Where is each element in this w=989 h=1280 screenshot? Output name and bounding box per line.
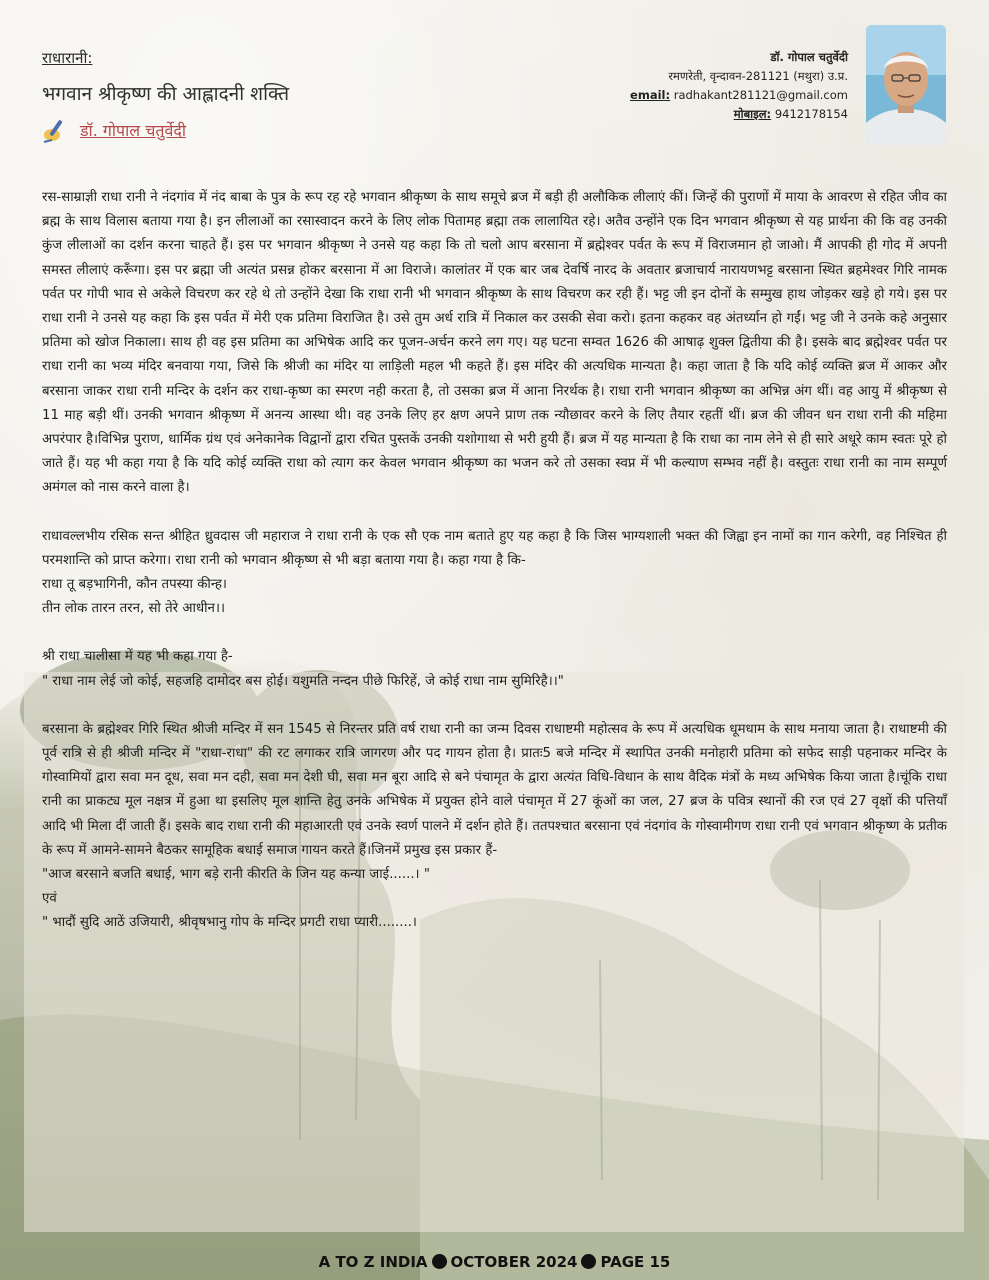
conjunction: एवं bbox=[42, 891, 57, 907]
bullet-dot-icon bbox=[432, 1254, 447, 1269]
paragraph-radhashtami: बरसाना के ब्रह्मेश्वर गिरि स्थित श्रीजी मन्दिर में सन 1545 से निरन्तर प्रति वर्ष राधा रानी का जन्म दिवस राधाष्टमी महोत्सव के रूप में अत्यधिक धूमधाम के साथ मनाया जाता है। राधाष्टमी की पूर्व रात्रि से ही श्रीजी मन्दिर में "राधा-राधा" की रट लगाकर रात्रि जागरण और पद गायन होता है। प्रातः5 बजे मन्दिर में स्थापित उनकी मनोहारी प्रतिमा को सफेद साड़ी पहनाकर मन्दिर के गोस्वामियों द्वारा सवा मन दूध, सवा मन दही, सवा मन देशी घी, सवा मन बूरा आदि से बने पंचामृत के द्वारा अत्यंत विधि-विधान के साथ वैदिक मंत्रों के मध्य अभिषेक किया जाता है।चूंकि राधा रानी का प्राकट्य मूल नक्षत्र में हुआ था इसलिए मूल शान्ति हेतु उनके अभिषेक में प्रयुक्त होने वाले पंचामृत में 27 कूंओं का जल, 27 ब्रज के पवित्र स्थानों की रज एवं 27 वृक्षों की पत्तियाँ आदि भी मिला दीं जाती हैं। इसके बाद राधा रानी की महाआरती एवं उनके स्वर्ण पालने में दर्शन होते हैं। ततपश्चात बरसाना एवं नंदगांव के गोस्वामीगण राधा रानी एवं भगवान श्रीकृष्ण के प्रतीक के रूप में आमने-सामने बैठकर सामूहिक बधाई समाज गायन करते हैं।जिनमें प्रमुख इस प्रकार हैं- bbox=[42, 721, 947, 858]
bullet-dot-icon bbox=[581, 1254, 596, 1269]
paragraph-names: राधावल्लभीय रसिक सन्त श्रीहित ध्रुवदास जी महाराज ने राधा रानी के एक सौ एक नाम बताते हुए यह कहा है कि जिस भाग्यशाली भक्त की जिह्वा इन नामों का गान करेगी, वह निश्चित ही परमशान्ति को प्राप्त करेगा। राधा रानी को भगवान श्रीकृष्ण से भी बड़ा बताया गया है। कहा गया है कि- bbox=[42, 528, 947, 568]
quote-badhai: "आज बरसाने बजति बधाई, भाग बड़े रानी कीरति के जिन यह कन्या जाई......। " bbox=[42, 867, 430, 883]
issue-date: OCTOBER 2024 bbox=[450, 1253, 578, 1271]
contact-email-row bbox=[630, 86, 848, 105]
section-label: राधारानी: bbox=[42, 49, 93, 67]
mobile-label: मोबाइल: bbox=[733, 107, 772, 121]
quote-chalisa: " राधा नाम लेई जो कोई, सहजहि दामोदर बस होई। यशुमति नन्दन पीछे फिरिहें, जे कोई राधा नाम सुमिरिहै।।" bbox=[42, 673, 564, 689]
contact-mobile: 9412178154 bbox=[774, 107, 848, 121]
contact-address: रमणरेती, वृन्दावन-281121 (मथुरा) उ.प्र. bbox=[668, 69, 848, 83]
page-number: PAGE 15 bbox=[600, 1253, 671, 1271]
author-byline bbox=[42, 116, 289, 144]
page-footer bbox=[0, 1253, 989, 1271]
contact-name: डॉ. गोपाल चतुर्वेदी bbox=[770, 50, 848, 64]
article-title: भगवान श्रीकृष्ण की आह्लादनी शक्ति bbox=[42, 83, 290, 105]
article-body bbox=[42, 186, 947, 936]
contact-email[interactable]: radhakant281121@gmail.com bbox=[673, 88, 848, 102]
contact-mobile-row bbox=[630, 105, 848, 124]
verse-line: तीन लोक तारन तरन, सो तेरे आधीन।। bbox=[42, 601, 226, 617]
author-name-link[interactable]: डॉ. गोपाल चतुर्वेदी bbox=[80, 121, 187, 140]
author-photo bbox=[866, 25, 946, 145]
article-header bbox=[42, 48, 289, 144]
paragraph-origin-story: रस-साम्राज्ञी राधा रानी ने नंदगांव में नंद बाबा के पुत्र के रूप रह रहे भगवान श्रीकृष्ण के साथ समूचे ब्रज में बड़ी ही अलौकिक लीलाएं कीं। जिन्हें की पुराणों में माया के आवरण से रहित जीव का ब्रह्म के साथ विलास बताया गया है। इन लीलाओं का रसास्वादन करने के लिए लोक पितामह ब्रह्मा तक लालायित रहे। अतैव उन्होंने एक दिन भगवान श्रीकृष्ण से यह प्रार्थना की कि वह उनकी कुंज लीलाओं का दर्शन करना चाहते हैं। इस पर भगवान श्रीकृष्ण ने उनसे यह कहा कि तो चलो आप बरसाना में ब्रह्मेश्वर पर्वत के रूप में विराजमान हो जाओ। मैं आपकी ही गोद में अपनी समस्त लीलाएं करूँगा। इस पर ब्रह्मा जी अत्यंत प्रसन्न होकर बरसाना में आ विराजे। कालांतर में एक बार जब देवर्षि नारद के अवतार ब्रजाचार्य नारायणभट्ट बरसाना स्थित ब्रहमेश्वर गिरि नामक पर्वत पर गोपी भाव से अकेले विचरण कर रहे थे तो उन्होंने देखा कि राधा रानी भी भगवान श्रीकृष्ण के साथ विचरण कर रही हैं। भट्ट जी इन दोनों के सम्मुख हाथ जोड़कर खड़े हो गये। इस पर राधा रानी ने उनसे यह कहा कि इस पर्वत में मेरी एक प्रतिमा विराजित है। उसे तुम अर्ध रात्रि में निकाल कर उसकी सेवा करो। इतना कहकर वह अंतर्ध्यान हो गईं। भट्ट जी ने उनके कहे अनुसार प्रतिमा को खोज निकाला। साथ ही वह इस प्रतिमा का अभिषेक आदि कर पूजन-अर्चन करने लग गए। यह घटना सम्वत 1626 की आषाढ़ शुक्ल द्वितीया की है। इसके बाद ब्रह्मेश्वर पर्वत पर राधा रानी का भव्य मंदिर बनवाया गया, जिसे कि श्रीजी का मंदिर या लाड़िली महल भी कहते हैं। इस मंदिर की अत्यधिक मान्यता है। कहा जाता है कि यदि कोई व्यक्ति ब्रज में आकर और बरसाना जाकर राधा रानी मन्दिर के दर्शन कर राधा-कृष्ण का स्मरण नही करता है, तो उसका ब्रज में आना निरर्थक है। राधा रानी भगवान श्रीकृष्ण का अभिन्न अंग थीं। वह आयु में श्रीकृष्ण से 11 माह बड़ी थीं। उनकी भगवान श्रीकृष्ण में अनन्य आस्था थी। वह उनके लिए हर क्षण अपने प्राण तक न्यौछावर करने के लिए तैयार रहतीं थीं। ब्रज की जीवन धन राधा रानी की महिमा अपरंपार है।विभिन्न पुराण, धार्मिक ग्रंथ एवं अनेकानेक विद्वानों द्वारा रचित पुस्तकें उनकी यशोगाथा से भरी हुयी हैं। ब्रज में यह मान्यता है कि राधा का नाम लेने से ही सारे अधूरे काम स्वतः पूरे हो जाते हैं। यह भी कहा गया है कि यदि कोई व्यक्ति राधा को त्याग कर केवल भगवान श्रीकृष्ण का भजन करे तो उसका स्वप्न में भी कल्याण सम्भव नहीं है। वस्तुतः राधा रानी का नाम सम्पूर्ण अमंगल को नास करने वाला है। bbox=[42, 190, 947, 496]
publication-name: A TO Z INDIA bbox=[318, 1253, 428, 1271]
verse-line: राधा तू बड़भागिनी, कौन तपस्या कीन्ह। bbox=[42, 577, 227, 593]
author-contact-block bbox=[630, 48, 848, 124]
writing-hand-icon bbox=[42, 116, 72, 144]
quote-bhadon: " भादौं सुदि आठें उजियारी, श्रीवृषभानु गोप के मन्दिर प्रगटी राधा प्यारी........। bbox=[42, 915, 417, 931]
paragraph-chalisa: श्री राधा चालीसा में यह भी कहा गया है- bbox=[42, 649, 233, 665]
email-label: email: bbox=[630, 88, 671, 102]
